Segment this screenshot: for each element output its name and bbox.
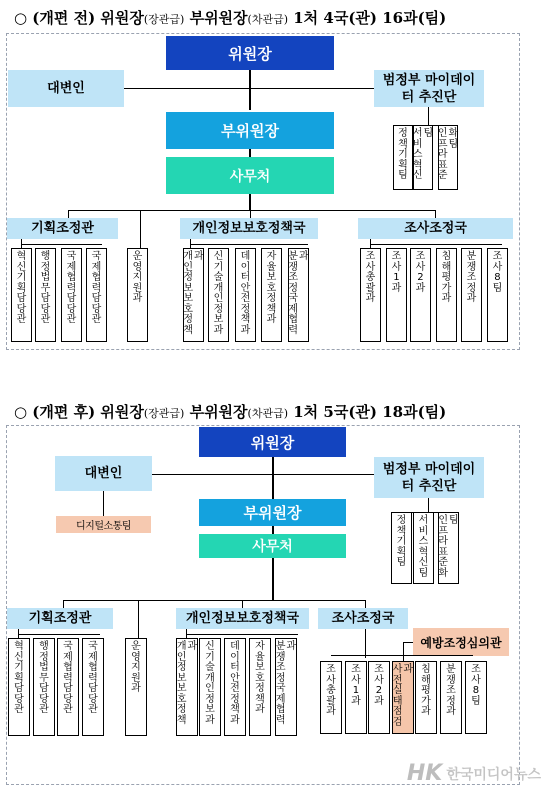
spokesperson-box-after: 대변인 [55,456,152,491]
chair-box-after: 위원장 [199,427,346,457]
mydata-unit: 인 프 라 표 준 화 팀 [438,125,458,190]
mydata-unit: 서 비 스 혁 신 팀 [413,512,434,584]
org-unit: 국 제 협 력 담 당 관 [61,248,82,342]
bureau-planning: 기획조정관 [7,218,118,239]
org-unit: 데 이 터 안 전 정 책 과 [224,638,246,736]
digital-comm-team: 디지털소통팀 [56,516,151,533]
org-unit: 데 이 터 안 전 정 책 과 [235,248,256,342]
mydata-unit: 인 프 라 표 준 화 팀 [438,512,459,584]
org-unit: 분 쟁 조 정 국 제 협 력 과 [288,248,309,342]
org-unit: 침 해 평 가 과 [436,248,457,342]
org-unit: 조 사 8 팀 [465,661,487,734]
org-unit: 개 인 정 보 보 호 정 책 과 [183,248,204,342]
org-unit: 혁 신 기 획 담 당 관 [8,638,30,736]
org-unit: 혁 신 기 획 담 당 관 [11,248,32,342]
bureau-privacy-policy: 개인정보보호정책국 [180,218,318,239]
org-unit: 조 사 1 과 [345,661,367,734]
org-unit: 신 기 술 개 인 정 보 과 [199,638,221,736]
org-unit: 분 쟁 조 정 국 제 협 력 과 [275,638,297,736]
bureau-investigation: 조사조정국 [358,218,513,239]
spokesperson-box: 대변인 [8,70,124,107]
org-unit: 조 사 2 과 [410,248,431,342]
org-unit: 조 사 1 과 [386,248,407,342]
org-unit: 운 영 지 원 과 [127,248,148,342]
chart-title-after: ○ (개편 후) 위원장(장관급) 부위원장(차관급) 1처 5국(관) 18과(팀) [14,403,447,421]
org-unit: 개 인 정 보 보 호 정 책 과 [176,638,198,736]
org-unit: 조 사 총 괄 과 [360,248,381,342]
new-unit: 사 전 실 태 점 검 과 [392,661,414,734]
org-unit: 운 영 지 원 과 [125,638,147,736]
bureau-privacy-policy-after: 개인정보보호정책국 [176,608,309,629]
org-unit: 행 정 법 무 담 당 관 [33,638,55,736]
org-unit: 국 제 협 력 담 당 관 [57,638,79,736]
org-unit: 침 해 평 가 과 [415,661,437,734]
secretariat-box: 사무처 [166,157,334,194]
vice-chair-box: 부위원장 [166,112,334,149]
chair-box: 위원장 [166,36,334,70]
mydata-box: 범정부 마이데이터 추진단 [374,70,484,107]
mydata-unit: 정 책 기 획 팀 [393,125,413,190]
org-unit: 조 사 총 괄 과 [320,661,342,734]
bureau-investigation-after: 조사조정국 [318,608,408,629]
chart-title-before: ○ (개편 전) 위원장(장관급) 부위원장(차관급) 1처 4국(관) 16과(팀) [14,9,447,27]
org-unit: 조 사 2 과 [368,661,390,734]
org-unit: 분 쟁 조 정 과 [461,248,482,342]
bureau-planning-after: 기획조정관 [7,608,113,629]
org-unit: 조 사 8 팀 [487,248,508,342]
vice-chair-box-after: 부위원장 [199,499,346,526]
mydata-unit: 정 책 기 획 팀 [391,512,412,584]
org-unit: 자 율 보 호 정 책 과 [249,638,271,736]
org-unit: 국 제 협 력 담 당 관 [86,248,107,342]
prevention-coordination-officer: 예방조정심의관 [413,628,509,656]
watermark [407,761,541,786]
org-unit: 분 쟁 조 정 과 [440,661,462,734]
mydata-unit: 서 비 스 혁 신 팀 [413,125,433,190]
secretariat-box-after: 사무처 [199,534,346,558]
mydata-box-after: 범정부 마이데이터 추진단 [374,457,484,498]
org-unit: 행 정 법 무 담 당 관 [35,248,56,342]
org-unit: 국 제 협 력 담 당 관 [82,638,104,736]
watermark-text: 한국미디어뉴스 [446,766,541,783]
watermark-logo: HK [406,761,443,786]
org-unit: 신 기 술 개 인 정 보 과 [208,248,229,342]
org-unit: 자 율 보 호 정 책 과 [261,248,282,342]
